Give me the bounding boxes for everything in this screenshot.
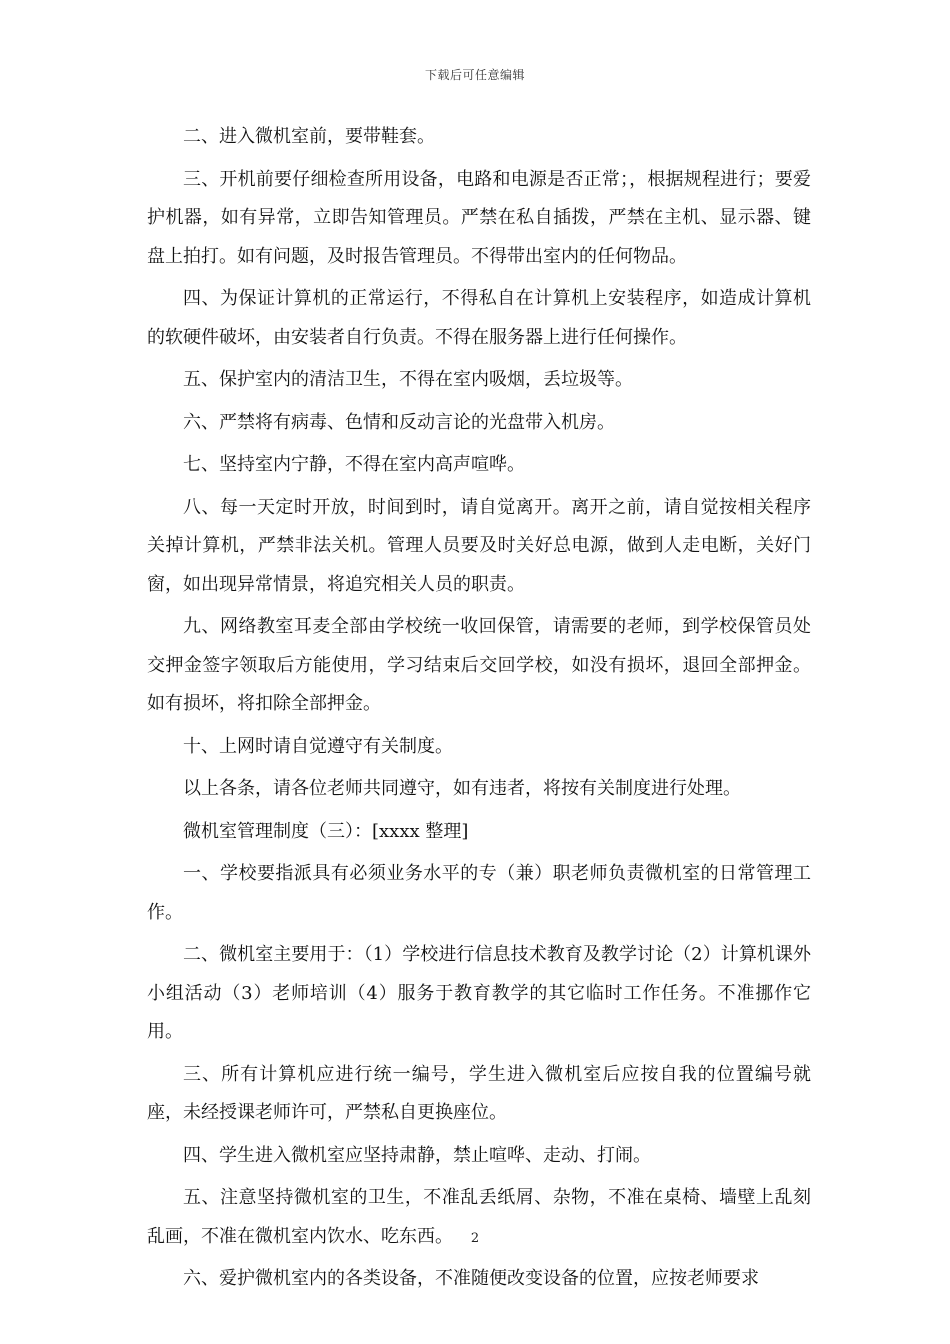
section-heading: 微机室管理制度（三）：[xxxx 整理] — [183, 820, 469, 842]
paragraph: 以上各条，请各位老师共同遵守，如有违者，将按有关制度进行处理。 — [183, 778, 741, 799]
paragraph: 二、微机室主要用于：（1）学校进行信息技术教育及教学讨论（2）计算机课外小组活动（3）老师培训（4）服务于教育教学的其它临时工作任务。不准挪作它用。 — [147, 944, 811, 1042]
paragraph: 九、网络教室耳麦全部由学校统一收回保管，请需要的老师，到学校保管员处交押金签字领取后方能使用，学习结束后交回学校，如没有损坏，退回全部押金。如有损坏，将扣除全部押金。 — [147, 616, 811, 714]
paragraph: 五、保护室内的清洁卫生，不得在室内吸烟，丢垃圾等。 — [183, 369, 633, 390]
paragraph: 一、学校要指派具有必须业务水平的专（兼）职老师负责微机室的日常管理工作。 — [147, 863, 811, 923]
paragraph: 三、开机前要仔细检查所用设备，电路和电源是否正常；，根据规程进行；要爱护机器，如有异常，立即告知管理员。严禁在私自插拨，严禁在主机、显示器、键盘上拍打。如有问题，及时报告管理员。不得带出室内的任何物品。 — [147, 168, 811, 267]
paragraph: 六、爱护微机室内的各类设备，不准随便改变设备的位置，应按老师要求 — [183, 1268, 759, 1289]
paragraph: 十、上网时请自觉遵守有关制度。 — [183, 735, 453, 757]
paragraph: 四、学生进入微机室应坚持肃静，禁止喧哗、走动、打闹。 — [183, 1144, 651, 1166]
document-body — [147, 118, 811, 1303]
page-number: 2 — [470, 1231, 480, 1246]
paragraph: 三、所有计算机应进行统一编号，学生进入微机室后应按自我的位置编号就座，未经授课老师许可，严禁私自更换座位。 — [147, 1063, 811, 1123]
paragraph: 二、进入微机室前，要带鞋套。 — [183, 126, 435, 147]
paragraph: 七、坚持室内宁静，不得在室内高声喧哗。 — [183, 454, 525, 475]
paragraph: 四、为保证计算机的正常运行，不得私自在计算机上安装程序，如造成计算机的软硬件破坏，由安装者自行负责。不得在服务器上进行任何操作。 — [147, 288, 811, 348]
paragraph: 八、每一天定时开放，时间到时，请自觉离开。离开之前，请自觉按相关程序关掉计算机，严禁非法关机。管理人员要及时关好总电源，做到人走电断，关好门窗，如出现异常情景，将追究相关人员的职责。 — [147, 496, 811, 595]
paragraph: 六、严禁将有病毒、色情和反动言论的光盘带入机房。 — [183, 411, 615, 433]
page-header: 下载后可任意编辑 — [424, 68, 525, 82]
paragraph: 五、注意坚持微机室的卫生，不准乱丢纸屑、杂物，不准在桌椅、墙壁上乱刻乱画，不准在微机室内饮水、吃东西。 — [147, 1187, 811, 1247]
